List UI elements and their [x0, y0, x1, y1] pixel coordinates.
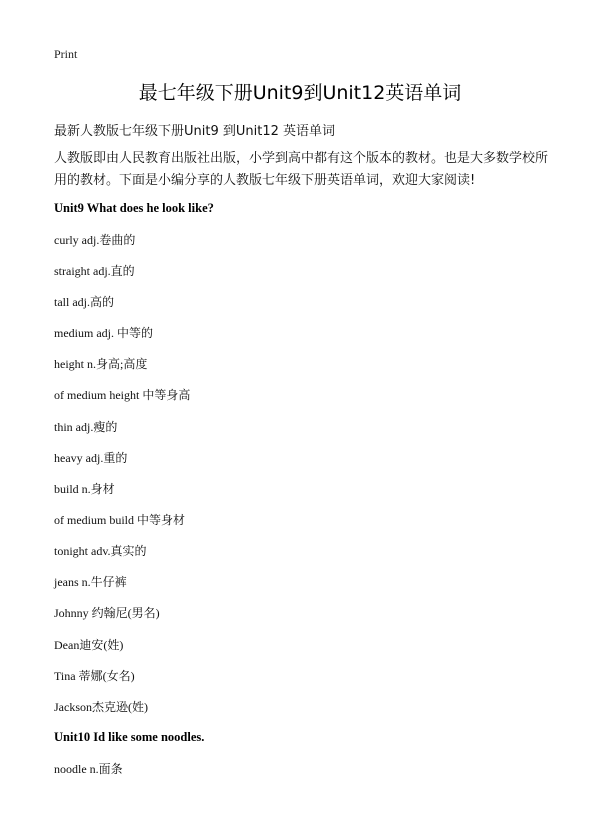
vocab-item: Johnny 约翰尼(男名) [54, 606, 160, 620]
vocab-item: of medium build 中等身材 [54, 513, 185, 527]
intro-paragraph: 人教版即由人民教育出版社出版，小学到高中都有这个版本的教材。也是大多数学校所用的教材。下面是小编分享的人教版七年级下册英语单词，欢迎大家阅读! [54, 151, 549, 188]
vocab-item: height n.身高;高度 [54, 357, 148, 371]
vocab-item: noodle n.面条 [54, 762, 123, 776]
vocab-item: straight adj.直的 [54, 264, 135, 278]
vocab-item: build n.身材 [54, 482, 115, 496]
vocab-item: Jackson杰克逊(姓) [54, 700, 148, 714]
vocab-item: Dean迪安(姓) [54, 638, 124, 652]
vocab-item: curly adj.卷曲的 [54, 233, 136, 247]
vocab-item: thin adj.瘦的 [54, 420, 118, 434]
vocab-item: jeans n.牛仔裤 [54, 575, 127, 589]
vocab-item: tonight adv.真实的 [54, 544, 147, 558]
vocab-item: medium adj. 中等的 [54, 326, 153, 340]
vocab-item: tall adj.高的 [54, 295, 114, 309]
document-title: 最七年级下册Unit9到Unit12英语单词 [138, 82, 462, 104]
document-subtitle: 最新人教版七年级下册Unit9 到Unit12 英语单词 [54, 124, 336, 139]
vocab-item: heavy adj.重的 [54, 451, 128, 465]
unit10-heading: Unit10 Id like some noodles. [54, 730, 205, 744]
print-label[interactable]: Print [54, 47, 78, 61]
vocab-item: of medium height 中等身高 [54, 388, 191, 402]
unit9-heading: Unit9 What does he look like? [54, 201, 214, 215]
vocab-item: Tina 蒂娜(女名) [54, 669, 135, 683]
